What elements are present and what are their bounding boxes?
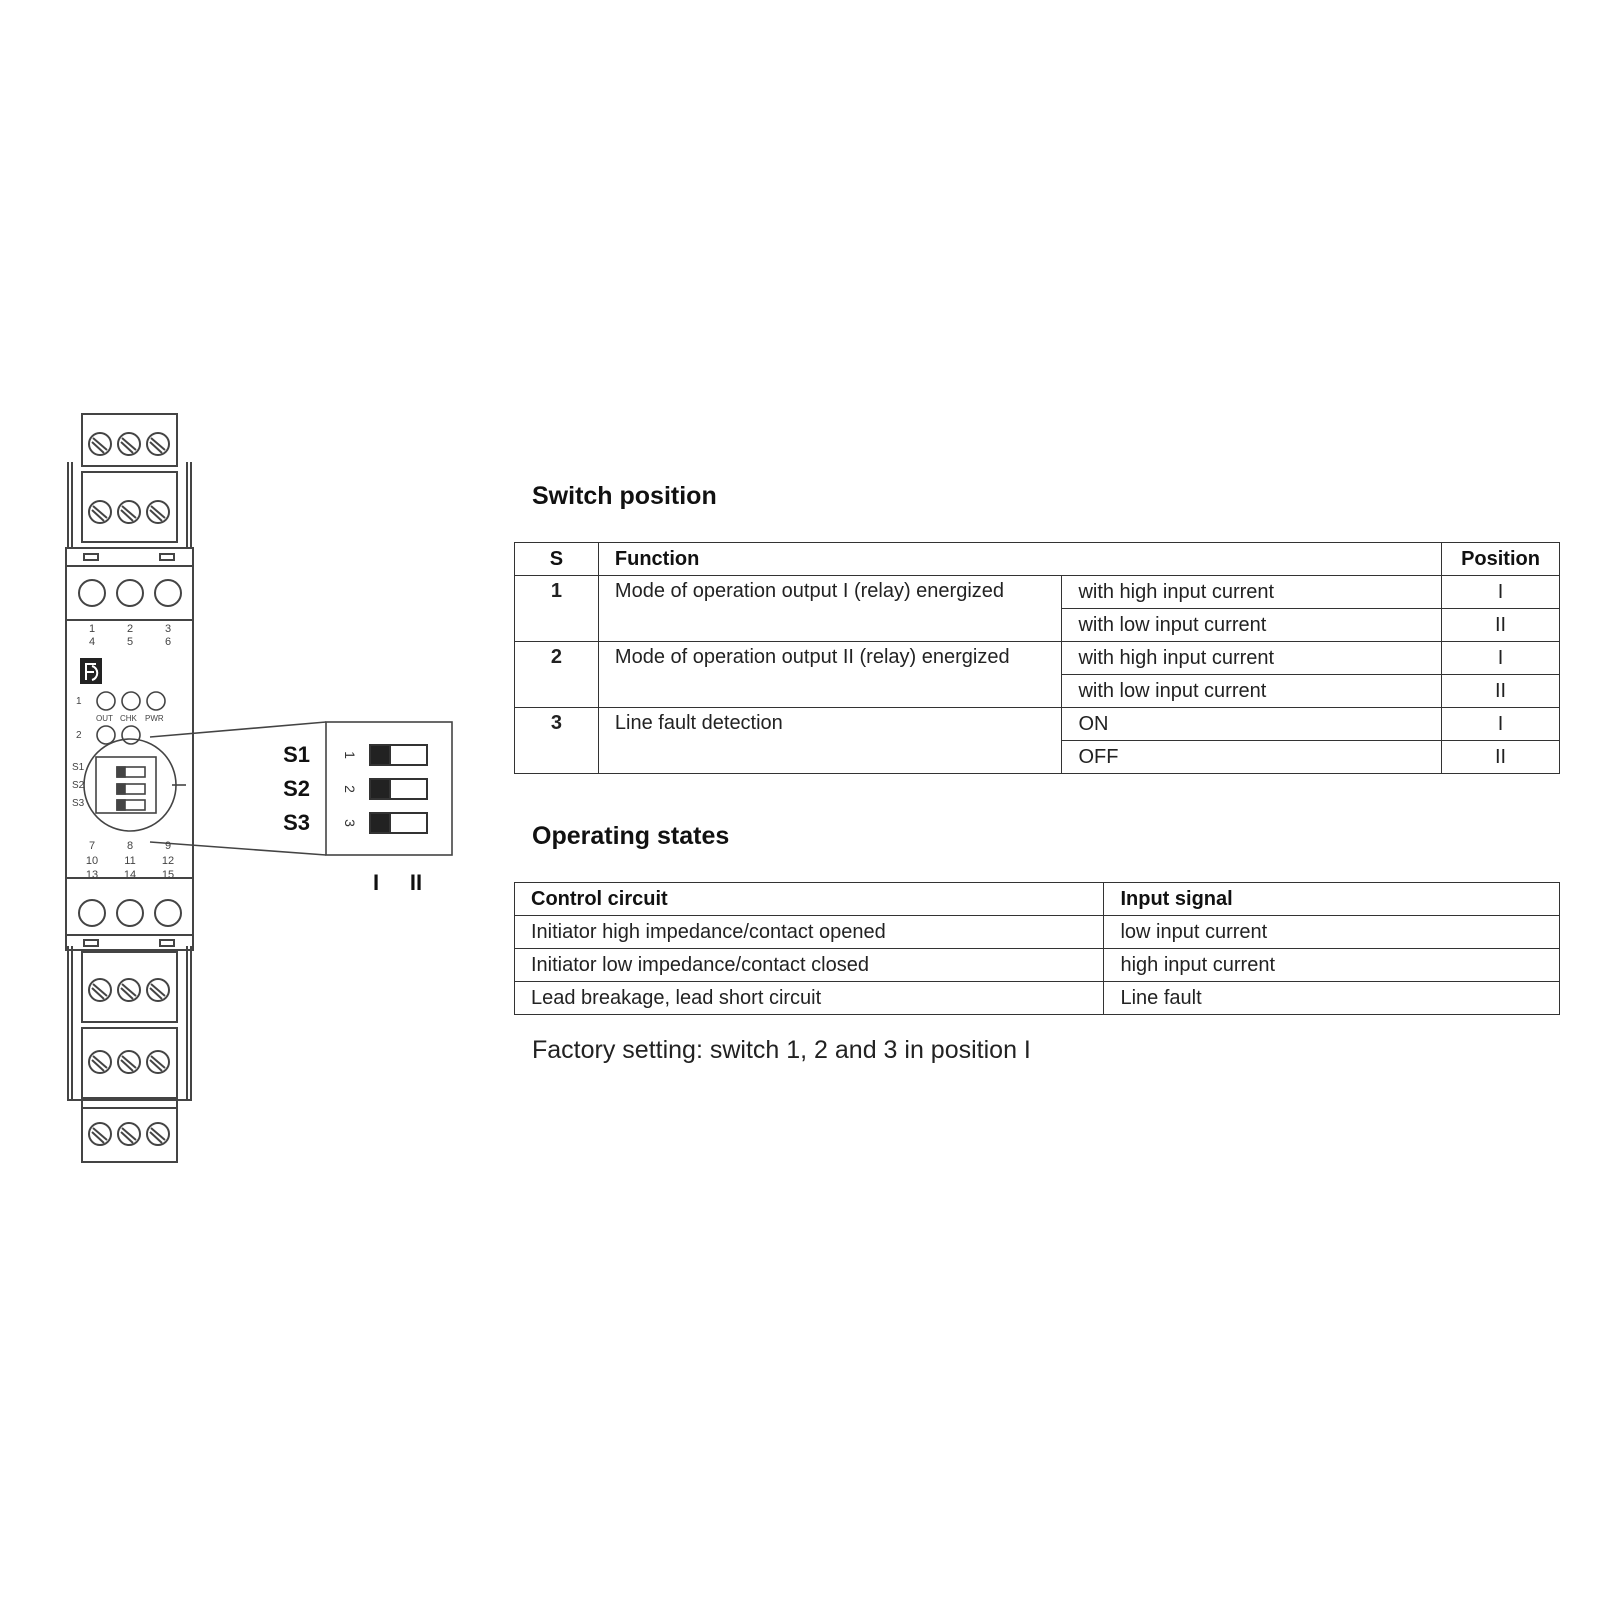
terminal-label-3: 3 bbox=[164, 623, 172, 635]
terminal-label-1: 1 bbox=[88, 623, 96, 635]
zoom-switch-number-1: 1 bbox=[342, 751, 358, 759]
switch-number: 3 bbox=[515, 708, 599, 774]
led-label-chk: CHK bbox=[120, 714, 137, 723]
led-label-pwr: PWR bbox=[145, 714, 164, 723]
terminal-label-7: 7 bbox=[88, 840, 96, 852]
terminal-hole-6 bbox=[155, 900, 181, 926]
terminal-hole-1 bbox=[79, 580, 105, 606]
screw-terminal-1 bbox=[89, 433, 111, 455]
header-function: Function bbox=[598, 543, 1441, 576]
table-row bbox=[515, 982, 1560, 1015]
input-signal-cell: low input current bbox=[1104, 916, 1560, 949]
small-switch-label-s3: S3 bbox=[72, 798, 85, 809]
switch-position-title: Switch position bbox=[532, 482, 717, 510]
terminal-label-5: 5 bbox=[126, 636, 134, 648]
zoom-switch-number-3: 3 bbox=[342, 819, 358, 827]
switch-position-value: I bbox=[1442, 708, 1560, 741]
switch-condition: with high input current bbox=[1062, 642, 1442, 675]
screw-terminal-8 bbox=[118, 979, 140, 1001]
terminal-hole-3 bbox=[155, 580, 181, 606]
switch-condition: with low input current bbox=[1062, 675, 1442, 708]
header-control-circuit: Control circuit bbox=[515, 883, 1104, 916]
operating-states-table bbox=[514, 882, 1560, 1015]
screw-terminal-14 bbox=[118, 1123, 140, 1145]
switch-condition: ON bbox=[1062, 708, 1442, 741]
switch-table-header-row bbox=[515, 543, 1560, 576]
terminal-label-4: 4 bbox=[88, 636, 96, 648]
factory-setting-note: Factory setting: switch 1, 2 and 3 in position I bbox=[532, 1036, 1031, 1064]
switch-number: 2 bbox=[515, 642, 599, 708]
device-drawing bbox=[0, 0, 470, 1200]
zoom-position-label-i: I bbox=[372, 870, 380, 895]
terminal-hole-5 bbox=[117, 900, 143, 926]
switch-position-value: I bbox=[1442, 576, 1560, 609]
terminal-hole-4 bbox=[79, 900, 105, 926]
terminal-label-2: 2 bbox=[126, 623, 134, 635]
table-row bbox=[515, 916, 1560, 949]
led-row-label-1: 1 bbox=[76, 696, 82, 707]
control-circuit-cell: Lead breakage, lead short circuit bbox=[515, 982, 1104, 1015]
brand-logo bbox=[80, 658, 102, 684]
switch-position-value: II bbox=[1442, 609, 1560, 642]
terminal-label-11: 11 bbox=[124, 855, 136, 867]
led-row2-1 bbox=[97, 726, 115, 744]
led-label-out: OUT bbox=[96, 714, 113, 723]
header-input-signal: Input signal bbox=[1104, 883, 1560, 916]
switch-condition: OFF bbox=[1062, 741, 1442, 774]
switch-position-value: II bbox=[1442, 741, 1560, 774]
zoom-switch-label-s3: S3 bbox=[283, 810, 310, 835]
switch-condition: with low input current bbox=[1062, 609, 1442, 642]
screw-terminal-3 bbox=[147, 433, 169, 455]
control-circuit-cell: Initiator high impedance/contact opened bbox=[515, 916, 1104, 949]
switch-position-value: II bbox=[1442, 675, 1560, 708]
terminal-label-6: 6 bbox=[164, 636, 172, 648]
screw-terminal-13 bbox=[89, 1123, 111, 1145]
switch-number: 1 bbox=[515, 576, 599, 642]
small-switch-label-s2: S2 bbox=[72, 780, 85, 791]
led-row2-2 bbox=[122, 726, 140, 744]
terminal-label-10: 10 bbox=[85, 855, 99, 867]
led-pwr bbox=[147, 692, 165, 710]
terminal-hole-2 bbox=[117, 580, 143, 606]
table-row bbox=[515, 642, 1560, 675]
screw-terminal-11 bbox=[118, 1051, 140, 1073]
switch-position-value: I bbox=[1442, 642, 1560, 675]
screw-terminal-5 bbox=[118, 501, 140, 523]
terminal-label-14: 14 bbox=[123, 869, 137, 881]
switch-function: Mode of operation output I (relay) energized bbox=[598, 576, 1062, 642]
led-chk bbox=[122, 692, 140, 710]
terminal-label-8: 8 bbox=[126, 840, 134, 852]
switch-function: Line fault detection bbox=[598, 708, 1062, 774]
input-signal-cell: high input current bbox=[1104, 949, 1560, 982]
screw-terminal-12 bbox=[147, 1051, 169, 1073]
states-table-header-row bbox=[515, 883, 1560, 916]
terminal-label-13: 13 bbox=[85, 869, 99, 881]
led-row-label-2: 2 bbox=[76, 730, 82, 741]
control-circuit-cell: Initiator low impedance/contact closed bbox=[515, 949, 1104, 982]
switch-condition: with high input current bbox=[1062, 576, 1442, 609]
housing bbox=[66, 548, 193, 950]
table-row bbox=[515, 708, 1560, 741]
table-row bbox=[515, 576, 1560, 609]
screw-terminal-7 bbox=[89, 979, 111, 1001]
zoom-switch-number-2: 2 bbox=[342, 785, 358, 793]
zoom-position-label-ii: II bbox=[409, 870, 423, 895]
terminal-label-9: 9 bbox=[164, 840, 172, 852]
screw-terminal-10 bbox=[89, 1051, 111, 1073]
table-row bbox=[515, 949, 1560, 982]
terminal-label-12: 12 bbox=[161, 855, 175, 867]
input-signal-cell: Line fault bbox=[1104, 982, 1560, 1015]
screw-terminal-9 bbox=[147, 979, 169, 1001]
screw-terminal-15 bbox=[147, 1123, 169, 1145]
zoom-switch-label-s2: S2 bbox=[283, 776, 310, 801]
switch-position-table bbox=[514, 542, 1560, 774]
operating-states-title: Operating states bbox=[532, 822, 730, 850]
terminal-label-15: 15 bbox=[161, 869, 175, 881]
zoom-switch-label-s1: S1 bbox=[283, 742, 310, 767]
small-switch-label-s1: S1 bbox=[72, 762, 85, 773]
header-position: Position bbox=[1442, 543, 1560, 576]
switch-function: Mode of operation output II (relay) energized bbox=[598, 642, 1062, 708]
led-out bbox=[97, 692, 115, 710]
dip-switch-zoom bbox=[370, 745, 427, 833]
header-s: S bbox=[515, 543, 599, 576]
screw-terminal-4 bbox=[89, 501, 111, 523]
screw-terminal-6 bbox=[147, 501, 169, 523]
screw-terminal-2 bbox=[118, 433, 140, 455]
